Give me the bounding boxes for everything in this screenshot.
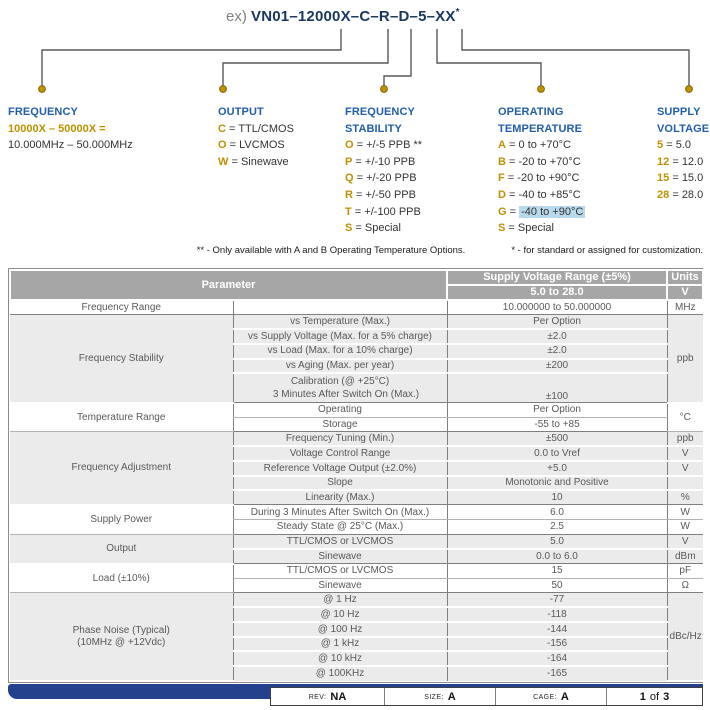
value-cell: ±500 — [447, 432, 667, 447]
rev-label: REV: — [308, 694, 327, 701]
connector-dot — [39, 86, 46, 93]
option-entry: S = Special — [345, 222, 401, 235]
part-number-star: * — [455, 7, 460, 18]
units-voltage: V — [667, 285, 703, 300]
size-cell — [385, 688, 496, 705]
option-entry: Q = +/-20 PPB — [345, 172, 417, 185]
option-entry: W = Sinewave — [218, 155, 289, 168]
option-entry: A = 0 to +70°C — [498, 139, 571, 152]
size-value: A — [447, 690, 456, 703]
unit-cell: MHz — [667, 300, 703, 315]
unit-cell: pF — [667, 564, 703, 579]
title-block — [270, 687, 703, 706]
group-label: Temperature Range — [10, 403, 233, 432]
legend-stability-header: FREQUENCY — [345, 106, 415, 118]
rev-value: NA — [330, 690, 347, 703]
col-header-supply-range: Supply Voltage Range (±5%) — [447, 270, 667, 285]
option-entry: 12 = 12.0 — [657, 155, 704, 168]
option-entry: F = -20 to +90°C — [498, 172, 580, 185]
option-entry: S = Special — [498, 222, 554, 235]
frequency-value-range: 10.000MHz – 50.000MHz — [8, 139, 133, 152]
group-label: Phase Noise (Typical) (10MHz @ +12Vdc) — [10, 593, 233, 681]
param-cell: TTL/CMOS or LVCMOS — [233, 564, 447, 579]
option-entry: C = TTL/CMOS — [218, 122, 294, 135]
value-cell: ±2.0 — [447, 344, 667, 359]
param-cell: During 3 Minutes After Switch On (Max.) — [233, 505, 447, 520]
option-entry: B = -20 to +70°C — [498, 155, 581, 168]
unit-cell: °C — [667, 403, 703, 432]
frequency-code-range: 10000X – 50000X = — [8, 122, 106, 135]
value-cell: 2.5 — [447, 520, 667, 535]
option-entry-highlighted: G = -40 to +90°C — [498, 205, 584, 218]
rev-cell — [271, 688, 385, 705]
param-cell: @ 1 kHz — [233, 637, 447, 652]
group-label: Supply Power — [10, 505, 233, 534]
group-output — [10, 534, 703, 563]
param-cell: Frequency Tuning (Min.) — [233, 432, 447, 447]
param-cell: Operating — [233, 403, 447, 418]
option-entry: T = +/-100 PPB — [345, 205, 421, 218]
page-current: 1 — [639, 690, 646, 703]
value-cell: -156 — [447, 637, 667, 652]
cage-label: CAGE: — [533, 694, 557, 701]
value-cell: 10.000000 to 50.000000 — [447, 300, 667, 315]
group-label: Output — [10, 534, 233, 563]
legend-stability: FREQUENCY STABILITY O = +/-5 PPB ** P = +/-10 PPB Q = +/-20 PPB R = +/-50 PPB T = +/-100 PPB S = Special — [345, 104, 422, 237]
param-cell: Storage — [233, 417, 447, 432]
option-entry: P = +/-10 PPB — [345, 155, 416, 168]
legend-temperature: OPERATING TEMPERATURE A = 0 to +70°C B = -20 to +70°C F = -20 to +90°C D = -40 to +85°C G = -40 to +90°C S = Special — [498, 104, 585, 237]
connector-dot — [686, 86, 693, 93]
page-indicator — [607, 688, 702, 705]
param-cell: TTL/CMOS or LVCMOS — [233, 534, 447, 549]
value-cell: -55 to +85 — [447, 417, 667, 432]
unit-cell — [667, 476, 703, 491]
value-cell: Monotonic and Positive — [447, 476, 667, 491]
spec-table — [8, 268, 703, 683]
value-cell: 0.0 to 6.0 — [447, 549, 667, 564]
value-cell: ±100 — [447, 373, 667, 402]
connector-line-frequency — [42, 29, 341, 87]
param-cell: Voltage Control Range — [233, 446, 447, 461]
option-entry: O = +/-5 PPB ** — [345, 139, 423, 152]
col-header-parameter: Parameter — [10, 270, 447, 300]
param-cell: @ 1 Hz — [233, 593, 447, 608]
legend-frequency-header: FREQUENCY — [8, 106, 78, 118]
group-supply-power — [10, 505, 703, 534]
param-cell: Sinewave — [233, 549, 447, 564]
param-cell: Reference Voltage Output (±2.0%) — [233, 461, 447, 476]
param-cell: vs Temperature (Max.) — [233, 315, 447, 330]
unit-cell: ppb — [667, 432, 703, 447]
connector-dot — [220, 86, 227, 93]
value-cell: Per Option — [447, 315, 667, 330]
value-cell: -118 — [447, 607, 667, 622]
supply-range-value: 5.0 to 28.0 — [447, 285, 667, 300]
page-separator: of — [649, 690, 660, 703]
value-cell: 5.0 — [447, 534, 667, 549]
unit-cell: % — [667, 490, 703, 505]
cage-value: A — [560, 690, 569, 703]
unit-cell: W — [667, 505, 703, 520]
connector-line-voltage — [462, 29, 689, 87]
option-entry: O = LVCMOS — [218, 139, 285, 152]
param-cell: vs Aging (Max. per year) — [233, 359, 447, 374]
value-cell: 15 — [447, 564, 667, 579]
unit-cell: V — [667, 446, 703, 461]
unit-cell: W — [667, 520, 703, 535]
unit-cell: dBm — [667, 549, 703, 564]
highlighted-value: -40 to +90°C — [521, 205, 584, 218]
value-cell: -144 — [447, 622, 667, 637]
param-cell: @ 100KHz — [233, 666, 447, 681]
value-cell: -164 — [447, 651, 667, 666]
param-cell: vs Load (Max. for a 10% charge) — [233, 344, 447, 359]
connector-line-temperature — [437, 29, 541, 87]
unit-cell: ppb — [667, 315, 703, 403]
footnotes — [8, 245, 703, 256]
size-label: SIZE: — [424, 694, 444, 701]
unit-cell: V — [667, 461, 703, 476]
group-label: Frequency Range — [10, 300, 233, 315]
group-label: Frequency Stability — [10, 315, 233, 403]
group-load — [10, 564, 703, 593]
legend-frequency — [8, 104, 133, 154]
param-cell: @ 10 Hz — [233, 607, 447, 622]
footnote-single-star: * - for standard or assigned for customization. — [511, 245, 703, 256]
param-cell — [233, 300, 447, 315]
example-prefix: ex) — [226, 8, 247, 25]
option-entry: R = +/-50 PPB — [345, 188, 416, 201]
param-cell: @ 10 kHz — [233, 651, 447, 666]
param-cell: Steady State @ 25°C (Max.) — [233, 520, 447, 535]
connector-dot — [381, 86, 388, 93]
value-cell: -77 — [447, 593, 667, 608]
group-temperature-range — [10, 403, 703, 432]
param-cell: Linearity (Max.) — [233, 490, 447, 505]
col-header-units: Units — [667, 270, 703, 285]
param-cell: Slope — [233, 476, 447, 491]
value-cell: ±200 — [447, 359, 667, 374]
value-cell: 10 — [447, 490, 667, 505]
unit-cell: dBc/Hz — [667, 593, 703, 681]
param-cell: @ 100 Hz — [233, 622, 447, 637]
group-frequency-adjustment — [10, 432, 703, 505]
value-cell: ±2.0 — [447, 329, 667, 344]
unit-cell: Ω — [667, 578, 703, 593]
legend-voltage: SUPPLY VOLTAGE 5 = 5.0 12 = 12.0 15 = 15.0 28 = 28.0 — [657, 104, 709, 204]
option-entry: 5 = 5.0 — [657, 139, 691, 152]
footnote-double-star: ** - Only available with A and B Operating Temperature Options. — [196, 245, 466, 256]
value-cell: 6.0 — [447, 505, 667, 520]
connector-line-output — [223, 29, 388, 87]
value-cell: 50 — [447, 578, 667, 593]
param-cell: vs Supply Voltage (Max. for a 5% charge) — [233, 329, 447, 344]
param-cell: Calibration (@ +25°C) 3 Minutes After Switch On (Max.) — [233, 373, 447, 402]
param-cell: Sinewave — [233, 578, 447, 593]
connector-lines — [0, 28, 710, 98]
legend-voltage-header: SUPPLY — [657, 106, 701, 118]
option-entry: D = -40 to +85°C — [498, 188, 581, 201]
unit-cell: V — [667, 534, 703, 549]
legend-temperature-header: OPERATING — [498, 106, 564, 118]
value-cell: -165 — [447, 666, 667, 681]
value-cell: +5.0 — [447, 461, 667, 476]
cage-cell — [496, 688, 607, 705]
group-phase-noise — [10, 593, 703, 681]
option-entry: 15 = 15.0 — [657, 172, 704, 185]
group-frequency-range — [10, 300, 703, 315]
option-entry: 28 = 28.0 — [657, 188, 704, 201]
group-label: Frequency Adjustment — [10, 432, 233, 505]
group-label: Load (±10%) — [10, 564, 233, 593]
group-frequency-stability — [10, 315, 703, 403]
part-number-example — [226, 7, 459, 25]
value-cell: 0.0 to Vref — [447, 446, 667, 461]
legend-output-header: OUTPUT — [218, 106, 264, 118]
page-total: 3 — [663, 690, 670, 703]
value-cell: Per Option — [447, 403, 667, 418]
legend-output — [218, 104, 294, 170]
connector-dot — [538, 86, 545, 93]
part-number: VN01–12000X–C–R–D–5–XX — [251, 8, 456, 25]
